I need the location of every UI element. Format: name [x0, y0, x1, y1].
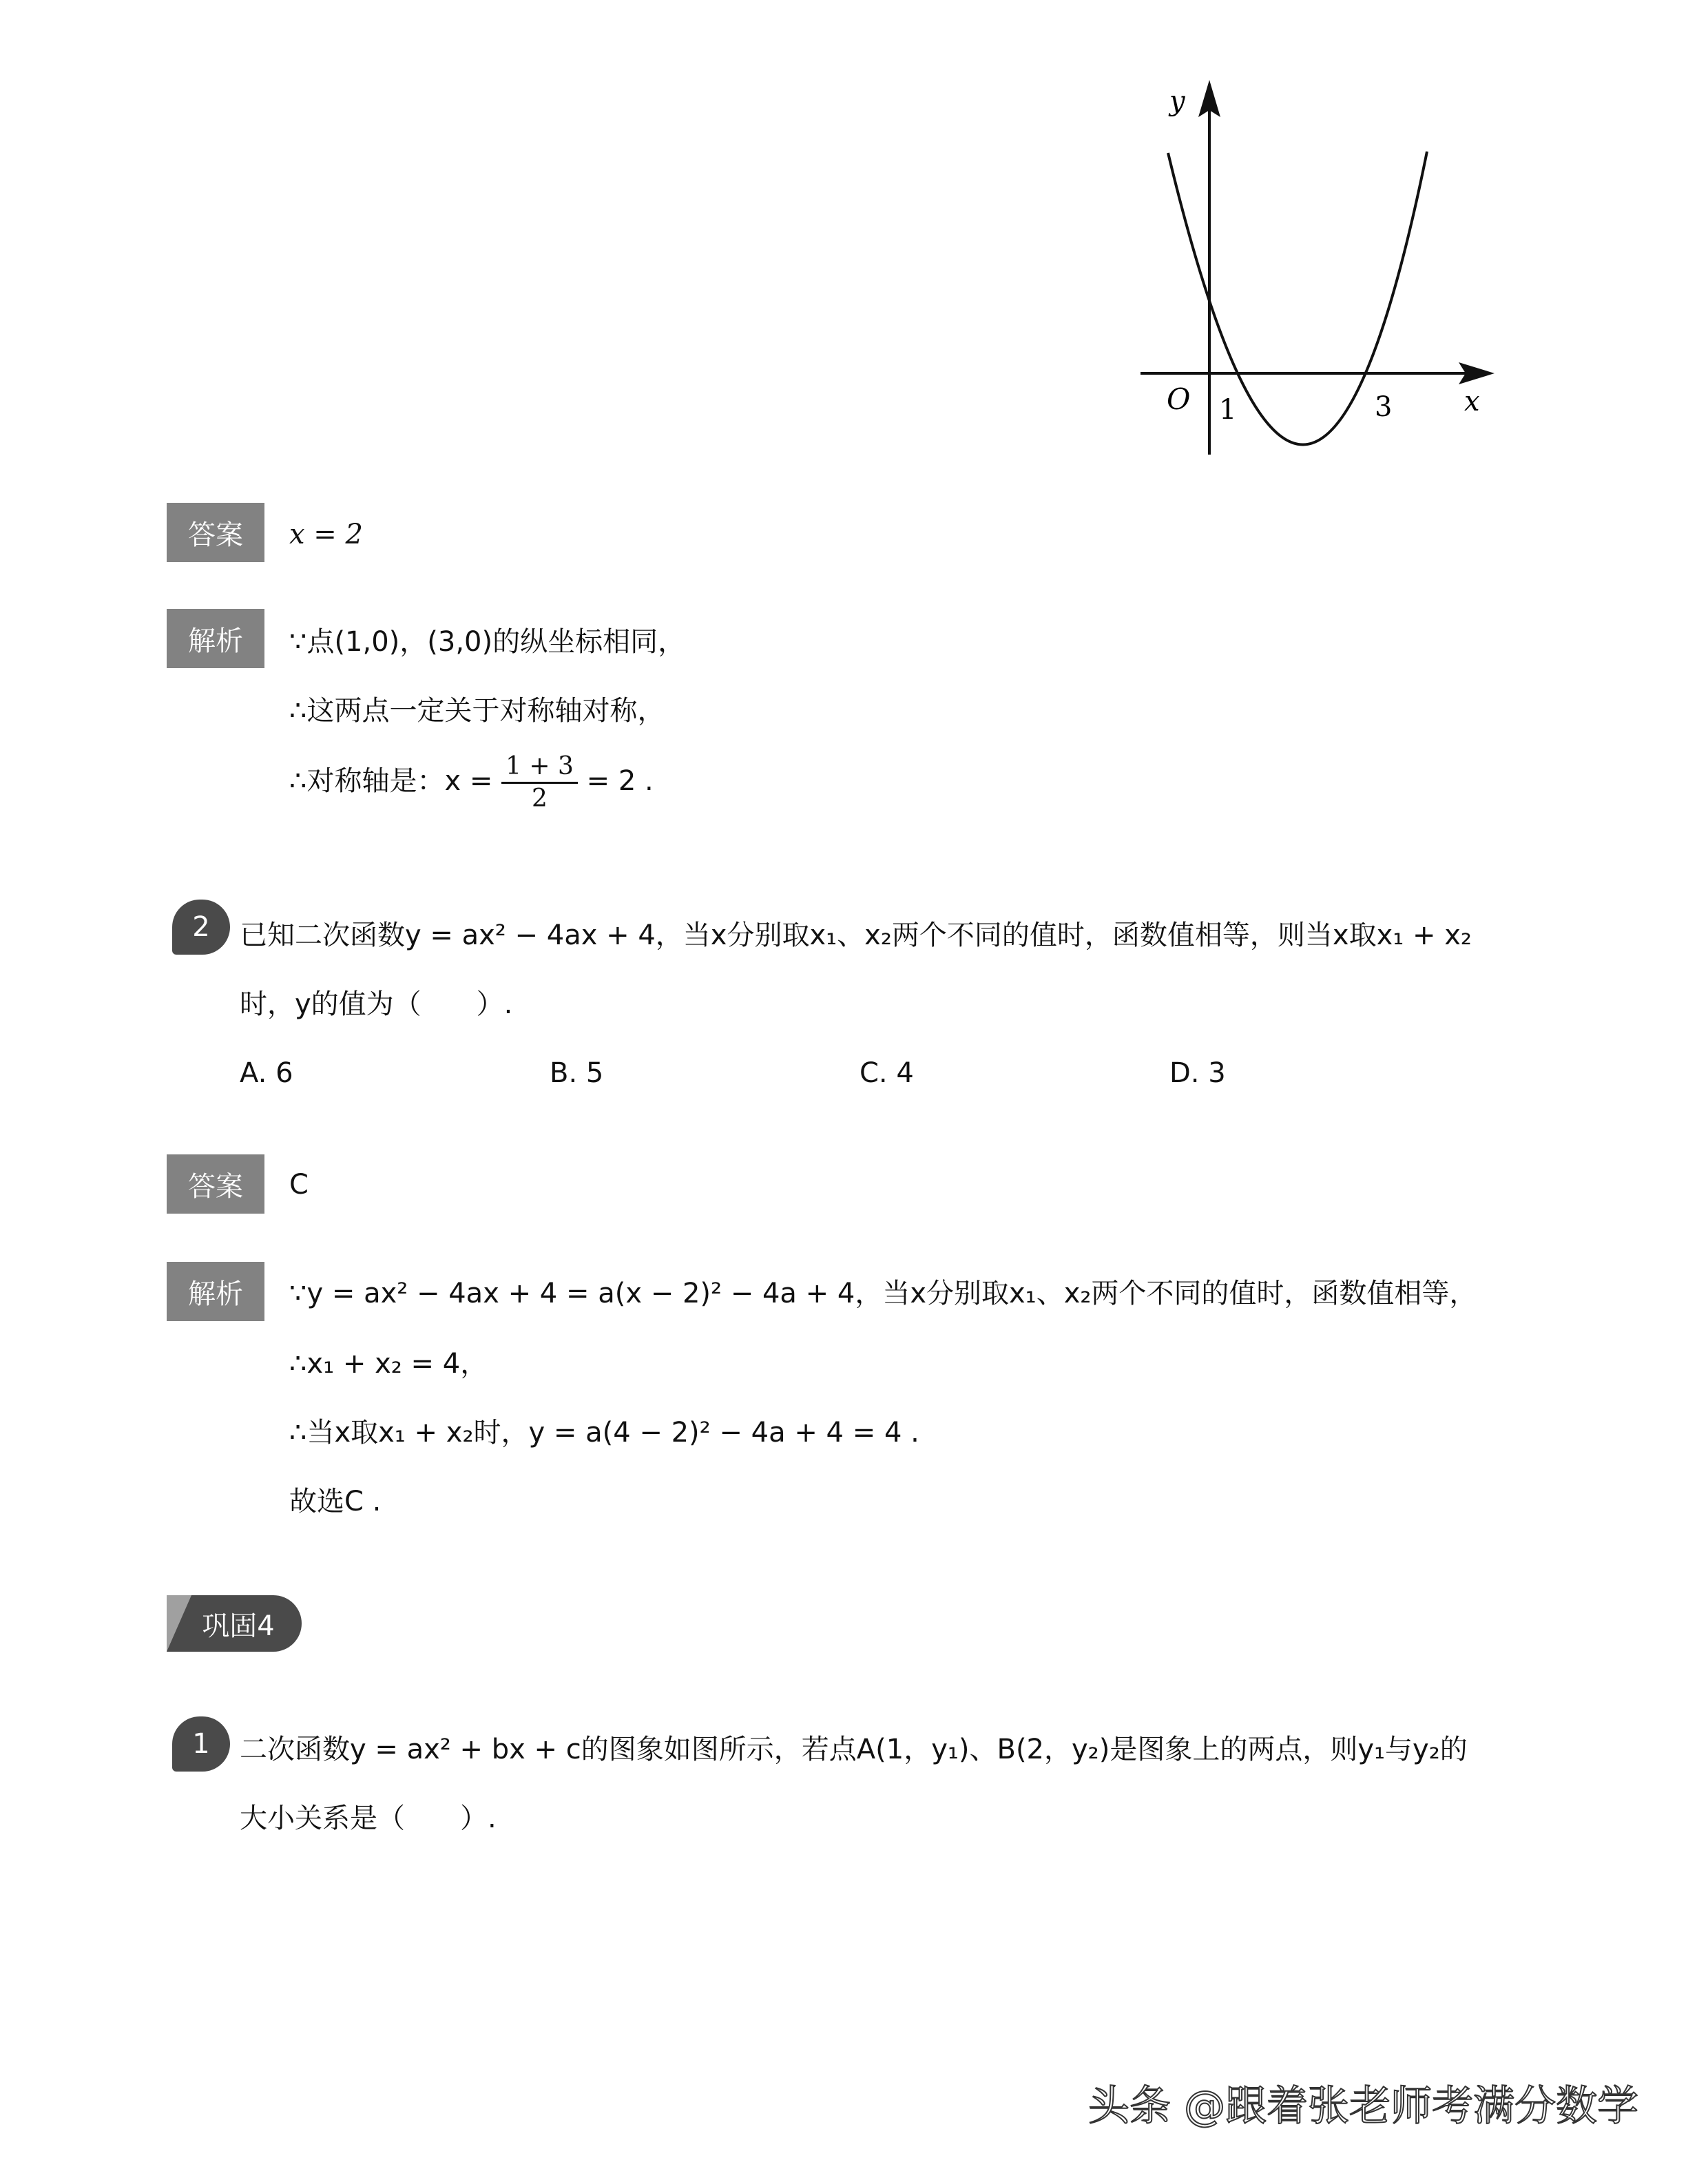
- root-1-label: 1: [1219, 394, 1237, 426]
- answer-badge: 答案: [167, 503, 264, 562]
- analysis-line: ∴当x取x₁ + x₂时，y = a(4 − 2)² − 4a + 4 = 4 .: [289, 1417, 919, 1449]
- question-number: 1: [172, 1716, 230, 1772]
- option-a[interactable]: A. 6: [240, 1057, 293, 1089]
- denominator: 2: [532, 784, 548, 813]
- option-d[interactable]: D. 3: [1169, 1057, 1226, 1089]
- analysis-line: ∵点(1,0)，(3,0)的纵坐标相同，: [289, 626, 686, 658]
- analysis-badge: 解析: [167, 609, 264, 668]
- option-b[interactable]: B. 5: [550, 1057, 604, 1089]
- y-axis-label: y: [1169, 85, 1185, 117]
- section-tag-label: 巩固4: [202, 1610, 275, 1642]
- numerator: 1 + 3: [501, 751, 578, 784]
- analysis-line-axis: [289, 748, 654, 814]
- watermark: 头条 @跟着张老师考满分数学: [1088, 2082, 1639, 2130]
- origin-label: O: [1167, 382, 1191, 416]
- fraction: [501, 751, 578, 814]
- question-stem: 二次函数y = ax² + bx + c的图象如图所示，若点A(1，y₁)、B(2，y₂)是图象上的两点，则y₁与y₂的: [240, 1734, 1468, 1765]
- analysis-badge: 解析: [167, 1262, 264, 1321]
- answer-badge: 答案: [167, 1154, 264, 1214]
- analysis-line: ∴这两点一定关于对称轴对称，: [289, 695, 665, 727]
- answer-text: C: [289, 1169, 309, 1201]
- analysis-line: ∵y = ax² − 4ax + 4 = a(x − 2)² − 4a + 4，当x分别取x₁、x₂两个不同的值时，函数值相等，: [289, 1278, 1477, 1309]
- axis-suffix: = 2 .: [586, 765, 654, 797]
- question-stem: 时，y的值为（ ）.: [240, 988, 513, 1020]
- question-number: 2: [172, 900, 230, 955]
- section-tag: [167, 1595, 302, 1652]
- root-3-label: 3: [1375, 391, 1393, 423]
- analysis-line: 故选C .: [289, 1486, 382, 1517]
- option-c[interactable]: C. 4: [860, 1057, 914, 1089]
- analysis-line: ∴x₁ + x₂ = 4，: [289, 1348, 488, 1380]
- axis-prefix: ∴对称轴是：x =: [289, 765, 493, 797]
- answer-text: x = 2: [289, 519, 363, 550]
- question-stem: 大小关系是（ ）.: [240, 1803, 497, 1834]
- question-stem: 已知二次函数y = ax² − 4ax + 4，当x分别取x₁、x₂两个不同的值时，函数值相等，则当x取x₁ + x₂: [240, 920, 1472, 951]
- x-axis-label: x: [1464, 386, 1480, 417]
- parabola-graph: [1116, 69, 1501, 468]
